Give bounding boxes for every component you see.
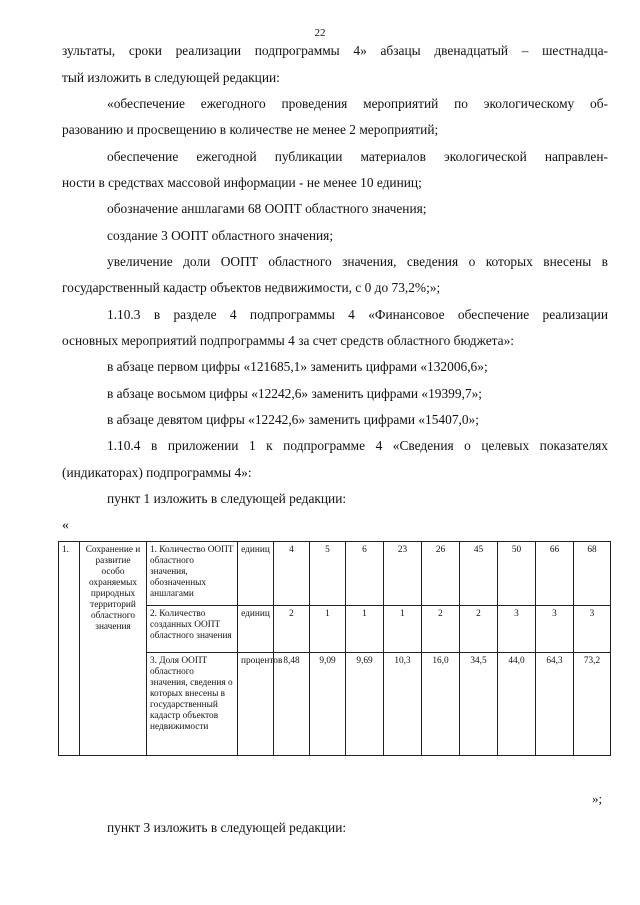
opening-quote: « [62,518,69,533]
value-cell: 50 [498,542,536,606]
value-cell: 73,2 [574,653,611,756]
value-cell: 9,69 [346,653,384,756]
paragraph-line: разованию и просвещению в количестве не менее 2 мероприятий; [62,122,439,137]
paragraph-line: пункт 1 изложить в следующей редакции: [107,491,347,506]
closing-quote: »; [592,791,603,806]
row-number-cell: 1. [59,542,80,756]
value-cell: 34,5 [460,653,498,756]
value-cell: 3 [536,606,574,653]
value-cell: 44,0 [498,653,536,756]
value-cell: 1 [384,606,422,653]
value-cell: 5 [310,542,346,606]
value-cell: 45 [460,542,498,606]
unit-cell: единиц [238,542,274,606]
paragraph-line: обозначение аншлагами 68 ООПТ областного значения; [107,201,427,216]
paragraph-line: в абзаце восьмом цифры «12242,6» заменить цифрами «19399,7»; [107,386,483,401]
value-cell: 2 [422,606,460,653]
value-cell: 68 [574,542,611,606]
value-cell: 3 [574,606,611,653]
value-cell: 1 [310,606,346,653]
paragraph-line: в абзаце первом цифры «121685,1» заменить цифрами «132006,6»; [107,359,488,374]
paragraph-line: в абзаце девятом цифры «12242,6» заменить цифрами «15407,0»; [107,412,479,427]
paragraph-line: тый изложить в следующей редакции: [62,70,280,85]
indicators-table [58,541,611,756]
value-cell: 2 [460,606,498,653]
unit-cell: процентов [238,653,274,756]
paragraph-line: 1.10.4 в приложении 1 к подпрограмме 4 «Сведения о целевых показателях [107,438,608,453]
paragraph-line: основных мероприятий подпрограммы 4 за счет средств областного бюджета»: [62,333,515,348]
value-cell: 64,3 [536,653,574,756]
paragraph-line: создание 3 ООПТ областного значения; [107,228,334,243]
unit-cell: единиц [238,606,274,653]
indicator-cell: 3. Доля ООПТ областного значения, сведения о которых внесены в государственный кадастр объектов недвижимости [147,653,238,756]
task-cell: Сохранение и развитие особо охраняемых природных территорий областного значения [80,542,147,756]
value-cell: 3 [498,606,536,653]
value-cell: 66 [536,542,574,606]
value-cell: 6 [346,542,384,606]
table-row [59,542,611,606]
indicator-cell: 1. Количество ООПТ областного значения, обозначенных аншлагами [147,542,238,606]
value-cell: 10,3 [384,653,422,756]
paragraph-line: увеличение доли ООПТ областного значения, сведения о которых внесены в [107,254,608,269]
value-cell: 1 [346,606,384,653]
page-number: 22 [314,27,326,39]
paragraph-line: обеспечение ежегодной публикации материалов экологической направлен- [107,149,608,164]
value-cell: 8,48 [274,653,310,756]
indicator-cell: 2. Количество созданных ООПТ областного значения [147,606,238,653]
paragraph-line: пункт 3 изложить в следующей редакции: [107,820,347,835]
value-cell: 16,0 [422,653,460,756]
paragraph-line: зультаты, сроки реализации подпрограммы 4» абзацы двенадцатый – шестнадца- [62,43,608,58]
paragraph-line: «обеспечение ежегодного проведения мероприятий по экологическому об- [107,96,608,111]
paragraph-line: государственный кадастр объектов недвижимости, с 0 до 73,2%;»; [62,280,441,295]
paragraph-line: ности в средствах массовой информации - не менее 10 единиц; [62,175,422,190]
value-cell: 9,09 [310,653,346,756]
value-cell: 26 [422,542,460,606]
value-cell: 23 [384,542,422,606]
paragraph-line: 1.10.3 в разделе 4 подпрограммы 4 «Финансовое обеспечение реализации [107,307,608,322]
value-cell: 4 [274,542,310,606]
value-cell: 2 [274,606,310,653]
paragraph-line: (индикаторах) подпрограммы 4»: [62,465,252,480]
